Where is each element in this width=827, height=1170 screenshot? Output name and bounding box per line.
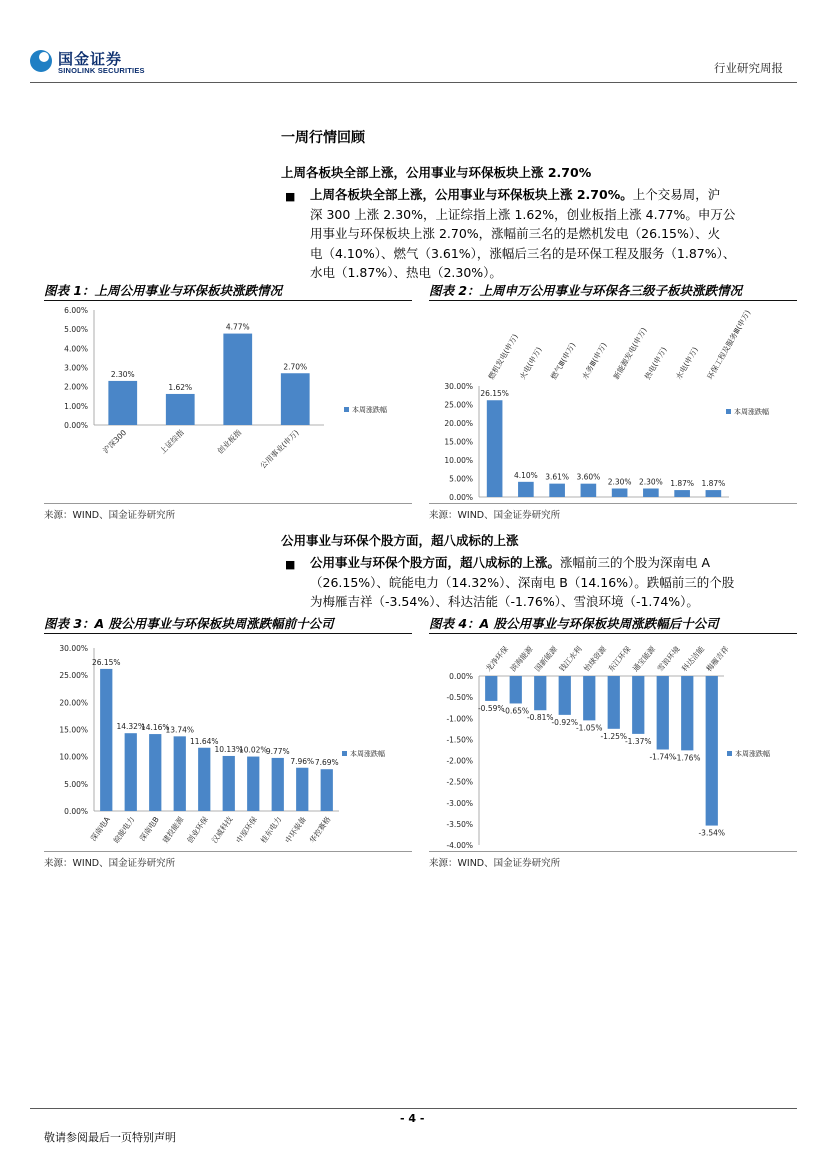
y-tick-label: 20.00% — [59, 698, 88, 708]
page-number: - 4 - — [400, 1112, 425, 1125]
category-label: 水务Ⅲ(申万) — [580, 340, 609, 381]
bar — [643, 488, 659, 497]
data-label: 7.69% — [314, 758, 339, 768]
data-label: 2.30% — [607, 477, 632, 487]
bar — [223, 334, 252, 425]
figure-4-bottom-rule — [429, 851, 797, 852]
bar — [706, 676, 718, 826]
y-tick-label: 0.00% — [64, 807, 88, 816]
subsection-title-1: 上周各板块全部上涨，公用事业与环保板块上涨 2.70% — [281, 165, 592, 180]
y-tick-label: 25.00% — [59, 671, 88, 681]
data-label: -1.37% — [624, 736, 652, 746]
bar — [223, 756, 235, 811]
bar — [166, 394, 195, 425]
bar — [125, 733, 137, 811]
y-tick-label: -3.00% — [446, 798, 473, 808]
y-tick-label: -2.00% — [446, 756, 473, 766]
data-label: 26.15% — [480, 389, 509, 399]
category-label: 沪深300 — [101, 428, 129, 456]
data-label: -0.81% — [526, 713, 554, 723]
category-label: 燃气Ⅲ(申万) — [549, 340, 578, 381]
bar — [632, 676, 644, 734]
y-tick-label: -0.50% — [446, 693, 473, 703]
data-label: -0.65% — [502, 706, 530, 716]
bar — [657, 676, 669, 750]
bar — [612, 488, 628, 497]
y-tick-label: -1.50% — [446, 735, 473, 745]
paragraph-2-line: （26.15%）、皖能电力（14.32%）、深南电 B（14.16%）。跌幅前三的个股 — [310, 574, 735, 590]
figure-4-title: 图表 4：A 股公用事业与环保板块周涨跌幅后十公司 — [429, 616, 719, 631]
chart-1 — [44, 302, 412, 502]
figure-3-bottom-rule — [44, 851, 412, 852]
category-label: 环保工程及服务Ⅲ(申万) — [705, 308, 753, 381]
data-label: -3.54% — [698, 828, 726, 838]
paragraph-1-line: 电（4.10%）、燃气（3.61%），涨幅后三名的是环保工程及服务（1.87%）、 — [310, 245, 736, 261]
bar — [518, 482, 534, 497]
category-label: 公用事业(申万) — [258, 428, 301, 471]
figure-1-source: 来源：WIND、国金证券研究所 — [44, 510, 176, 521]
data-label: 14.32% — [116, 722, 146, 732]
legend-swatch — [344, 407, 349, 412]
category-label: 深南电A — [88, 814, 112, 843]
y-tick-label: 2.00% — [64, 382, 88, 392]
legend-label: 本周涨跌幅 — [735, 750, 770, 758]
bar — [174, 736, 186, 811]
category-label: 新能源发电(申万) — [611, 325, 649, 381]
data-label: 10.02% — [238, 745, 268, 755]
category-label: 桂东电力 — [258, 814, 284, 845]
y-tick-label: -2.50% — [446, 777, 473, 787]
paragraph-1-line: 深 300 上涨 2.30%，上证综指上涨 1.62%，创业板指上涨 4.77%。申万公 — [310, 206, 736, 222]
disclaimer-note: 敬请参阅最后一页特别声明 — [44, 1131, 176, 1144]
paragraph-2-lead: 公用事业与环保个股方面，超八成标的上涨。 — [310, 555, 561, 570]
y-tick-label: 5.00% — [449, 474, 473, 484]
bar — [108, 381, 137, 425]
figure-1-title: 图表 1：上周公用事业与环保板块涨跌情况 — [44, 283, 283, 298]
data-label: 4.77% — [225, 322, 250, 332]
company-logo — [30, 46, 160, 80]
data-label: 9.77% — [265, 746, 290, 756]
data-label: 3.60% — [576, 472, 601, 482]
figure-2-source: 来源：WIND、国金证券研究所 — [429, 510, 561, 521]
data-label: -1.05% — [575, 723, 603, 733]
chart-2 — [429, 302, 797, 502]
bar — [485, 676, 497, 701]
figure-4-source: 来源：WIND、国金证券研究所 — [429, 858, 561, 869]
category-label: 东江环保 — [606, 644, 633, 674]
footer-rule — [30, 1108, 797, 1109]
y-tick-label: 1.00% — [64, 401, 88, 411]
category-label: 雪浪环境 — [655, 644, 682, 674]
data-label: 14.16% — [140, 723, 170, 733]
chart-3 — [44, 636, 412, 850]
figure-3-rule — [44, 633, 412, 634]
category-label: 梅雁吉祥 — [704, 644, 731, 674]
y-tick-label: 0.00% — [449, 672, 473, 681]
y-tick-label: 10.00% — [59, 752, 88, 762]
data-label: 26.15% — [91, 657, 121, 667]
subsection-title-2: 公用事业与环保个股方面，超八成标的上涨 — [281, 533, 519, 548]
y-tick-label: 0.00% — [64, 421, 88, 430]
bar — [272, 758, 284, 811]
figure-2-title: 图表 2：上周申万公用事业与环保各三级子板块涨跌情况 — [429, 283, 743, 298]
paragraph-1-lead: 上周各板块全部上涨，公用事业与环保板块上涨 2.70%。 — [310, 187, 633, 202]
bar — [149, 734, 161, 811]
legend-label: 本周涨跌幅 — [352, 406, 387, 414]
y-tick-label: 5.00% — [64, 779, 88, 789]
y-tick-label: 4.00% — [64, 344, 88, 354]
chart-4 — [429, 636, 797, 850]
category-label: 深南电B — [137, 814, 161, 843]
legend-label: 本周涨跌幅 — [734, 408, 769, 416]
bullet-icon: ■ — [285, 190, 296, 203]
category-label: 国新能源 — [532, 644, 560, 674]
data-label: 3.61% — [545, 472, 570, 482]
category-label: 汉威科技 — [209, 814, 235, 845]
y-tick-label: 15.00% — [444, 437, 473, 447]
bar — [487, 400, 503, 497]
paragraph-1 — [310, 185, 790, 283]
paragraph-1-line: 水电（1.87%）、热电（2.30%）。 — [310, 265, 502, 280]
bar — [296, 768, 308, 811]
bar — [198, 748, 210, 811]
bar — [681, 676, 693, 750]
bar — [321, 769, 333, 811]
figure-3-source: 来源：WIND、国金证券研究所 — [44, 858, 176, 869]
category-label: 滨海能源 — [508, 644, 535, 674]
bullet-icon: ■ — [285, 558, 296, 571]
y-tick-label: 10.00% — [444, 456, 473, 465]
y-tick-label: -3.50% — [446, 819, 473, 829]
data-label: 7.96% — [290, 756, 315, 766]
category-label: 中原环保 — [234, 814, 259, 845]
category-label: 热电(申万) — [642, 345, 669, 381]
legend-swatch — [342, 751, 347, 756]
category-label: 龙净环保 — [483, 644, 511, 674]
figure-2-rule — [429, 300, 797, 301]
data-label: 1.62% — [168, 382, 193, 392]
category-label: 创业环保 — [185, 814, 210, 845]
y-tick-label: 30.00% — [59, 644, 88, 653]
category-label: 燃机发电(申万) — [486, 332, 520, 381]
category-label: 怡球资源 — [581, 644, 609, 674]
data-label: 13.74% — [165, 725, 195, 735]
data-label: -0.59% — [477, 703, 505, 713]
data-label: 4.10% — [513, 470, 538, 480]
category-label: 建投能源 — [160, 814, 186, 845]
y-tick-label: 5.00% — [64, 325, 88, 335]
bar — [581, 484, 597, 497]
bar — [247, 757, 259, 811]
category-label: 皖能电力 — [111, 814, 137, 845]
figure-3-title: 图表 3：A 股公用事业与环保板块周涨跌幅前十公司 — [44, 616, 334, 631]
legend-label: 本周涨跌幅 — [350, 750, 385, 758]
figure-1-rule — [44, 300, 412, 301]
logo-mark-inner — [39, 52, 49, 62]
bar — [583, 676, 595, 720]
paragraph-1-line: 上个交易周，沪 — [632, 187, 721, 202]
paragraph-2-line: 涨幅前三的个股为深南电 A — [560, 555, 711, 570]
bar — [706, 490, 722, 497]
y-tick-label: -1.00% — [446, 714, 473, 724]
bar — [100, 669, 112, 811]
figure-1-bottom-rule — [44, 503, 412, 504]
bar — [534, 676, 546, 710]
y-tick-label: 25.00% — [444, 400, 473, 410]
header-rule — [30, 82, 797, 83]
bar — [510, 676, 522, 703]
y-tick-label: 20.00% — [444, 419, 473, 428]
paragraph-1-line: 用事业与环保板块上涨 2.70%，涨幅前三名的是燃机发电（26.15%）、火 — [310, 226, 721, 241]
data-label: -0.92% — [551, 717, 579, 727]
legend-swatch — [727, 751, 732, 756]
category-label: 通宝能源 — [630, 644, 658, 674]
y-tick-label: 3.00% — [64, 363, 88, 373]
data-label: 2.30% — [110, 369, 135, 379]
logo-en: SINOLINK SECURITIES — [58, 66, 145, 75]
paragraph-2-line: 为梅雁吉祥（-3.54%）、科达洁能（-1.76%）、雪浪环境（-1.74%）。 — [310, 594, 699, 609]
bar — [674, 490, 690, 497]
data-label: 1.87% — [701, 479, 726, 489]
category-label: 华控赛格 — [307, 814, 333, 845]
logo-cn: 国金证券 — [58, 50, 123, 68]
category-label: 火电(申万) — [517, 345, 544, 381]
data-label: -1.76% — [673, 753, 701, 763]
category-label: 上证综指 — [158, 428, 186, 456]
bar — [608, 676, 620, 729]
data-label: 2.70% — [283, 362, 308, 372]
data-label: 11.64% — [189, 736, 219, 746]
report-type: 行业研究周报 — [714, 61, 783, 75]
category-label: 中环装备 — [283, 814, 308, 845]
data-label: 2.30% — [638, 477, 663, 487]
paragraph-2 — [310, 553, 790, 612]
y-tick-label: 30.00% — [444, 382, 473, 391]
bar — [559, 676, 571, 715]
category-label: 钱江水利 — [557, 644, 584, 674]
legend-swatch — [726, 409, 731, 414]
section-title: 一周行情回顾 — [281, 130, 365, 146]
data-label: 1.87% — [670, 479, 695, 489]
y-tick-label: -4.00% — [446, 841, 473, 850]
figure-4-rule — [429, 633, 797, 634]
figure-2-bottom-rule — [429, 503, 797, 504]
category-label: 创业板指 — [215, 428, 244, 456]
data-label: 10.13% — [214, 744, 244, 754]
data-label: -1.74% — [649, 752, 677, 762]
y-tick-label: 15.00% — [59, 725, 88, 735]
bar — [281, 373, 310, 425]
category-label: 水电(申万) — [674, 345, 700, 381]
bar — [549, 484, 565, 497]
category-label: 科达洁能 — [679, 644, 707, 674]
y-tick-label: 6.00% — [64, 306, 88, 315]
data-label: -1.25% — [600, 731, 628, 741]
y-tick-label: 0.00% — [449, 493, 473, 502]
